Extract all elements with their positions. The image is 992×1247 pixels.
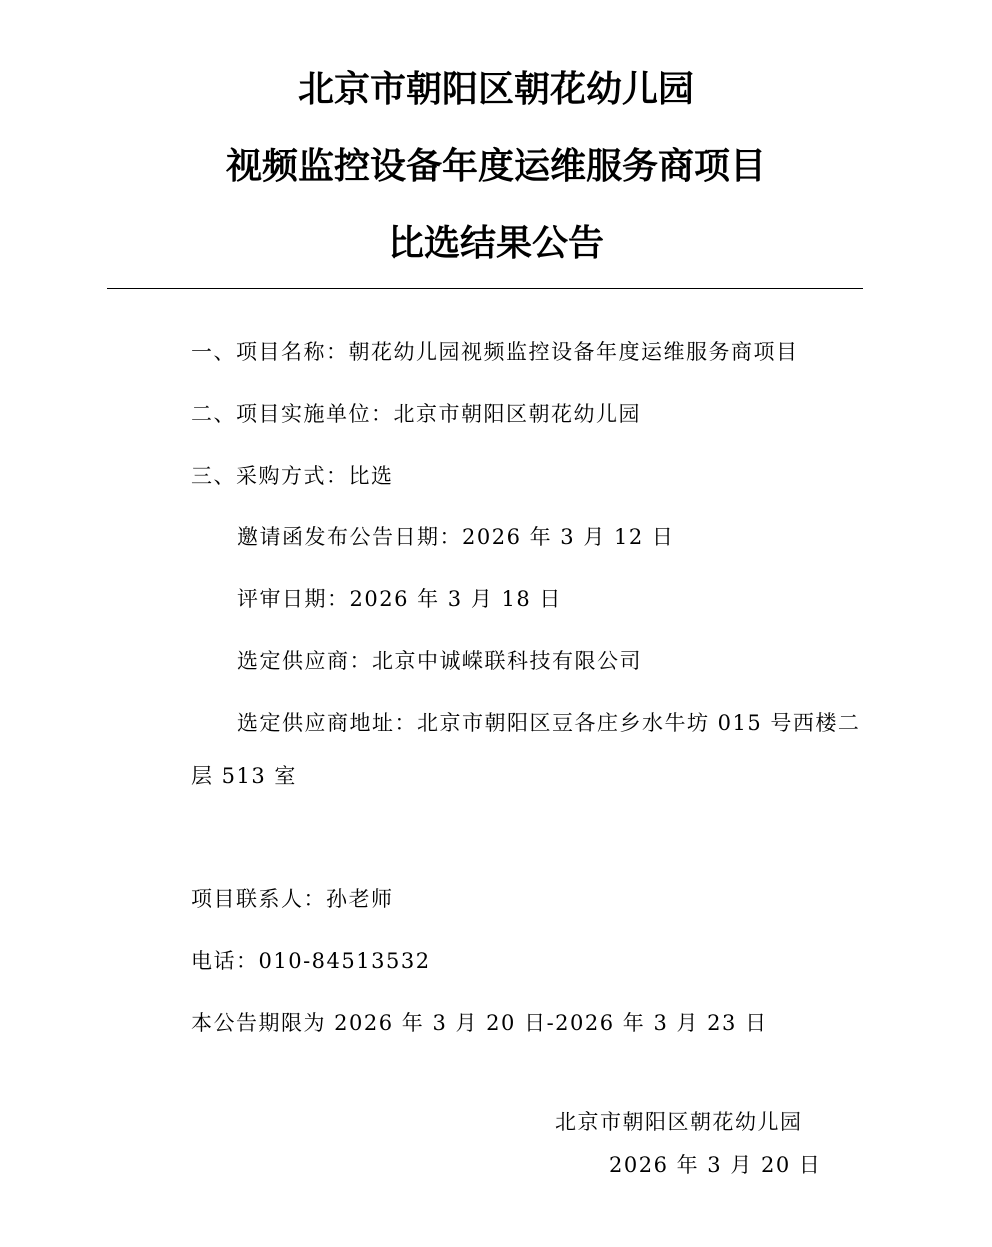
signature-organization: 北京市朝阳区朝花幼儿园 (555, 1110, 803, 1134)
supplier-address-line-1: 选定供应商地址：北京市朝阳区豆各庄乡水牛坊 015 号西楼二 (237, 711, 861, 735)
contact-phone: 电话：010-84513532 (191, 949, 431, 973)
title-divider (107, 288, 863, 289)
title-line-3: 比选结果公告 (387, 223, 604, 264)
contact-person: 项目联系人：孙老师 (191, 887, 394, 911)
invitation-date: 邀请函发布公告日期：2026 年 3 月 12 日 (237, 525, 675, 549)
signature-date: 2026 年 3 月 20 日 (609, 1153, 822, 1177)
notice-period: 本公告期限为 2026 年 3 月 20 日-2026 年 3 月 23 日 (191, 1011, 768, 1035)
title-line-2: 视频监控设备年度运维服务商项目 (225, 146, 766, 187)
procurement-method: 三、采购方式：比选 (191, 464, 394, 488)
title-line-1: 北京市朝阳区朝花幼儿园 (297, 69, 694, 110)
supplier-address-line-2: 层 513 室 (191, 764, 297, 788)
implementing-unit: 二、项目实施单位：北京市朝阳区朝花幼儿园 (191, 402, 641, 426)
review-date: 评审日期：2026 年 3 月 18 日 (237, 587, 562, 611)
selected-supplier: 选定供应商：北京中诚嵘联科技有限公司 (237, 649, 642, 673)
project-name: 一、项目名称：朝花幼儿园视频监控设备年度运维服务商项目 (191, 340, 799, 364)
